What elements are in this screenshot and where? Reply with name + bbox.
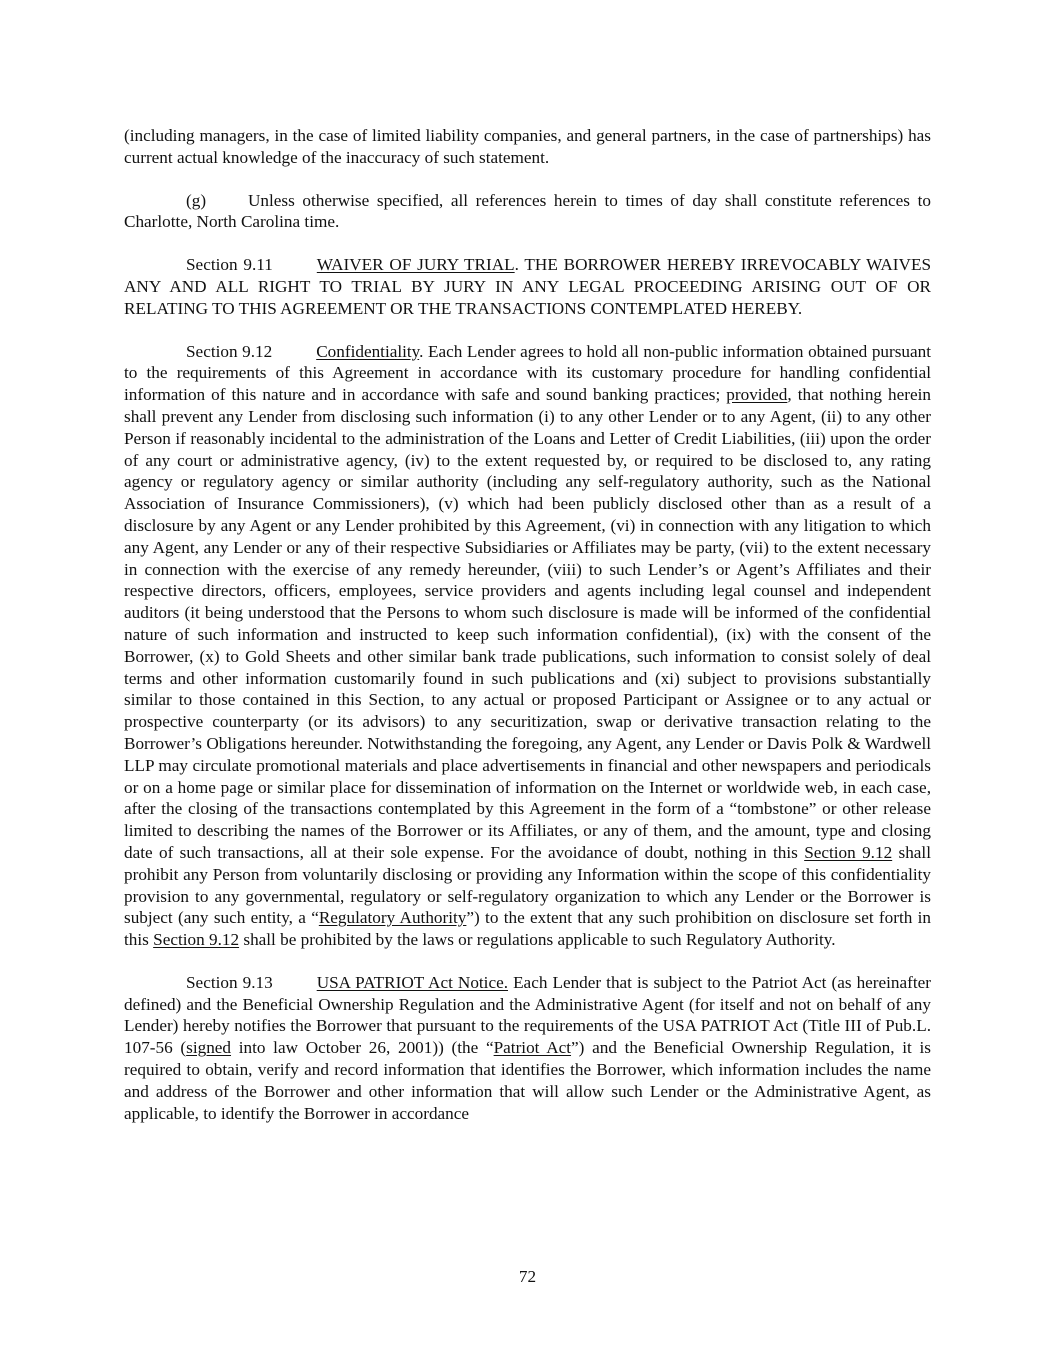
defined-term-provided: provided <box>726 385 788 405</box>
section-label: Section 9.11 <box>186 255 273 275</box>
paragraph-text: (including managers, in the case of limited liability companies, and general partners, in the case of partnerships) has current actual knowledge of the inaccuracy of such statement. <box>124 126 931 167</box>
section-heading: Confidentiality <box>316 341 420 361</box>
section-text: shall prohibit any Person from voluntarily disclosing or providing any Information within the scope of this confidentiality provision to any governmental, regulatory or self-regulatory organization to which any Lender or the Borrower is subject (any such entity, a “ <box>124 842 931 928</box>
section-text: . THE BORROWER HEREBY IRREVOCABLY WAIVES ANY AND ALL RIGHT TO TRIAL BY JURY IN ANY LEGAL PROCEEDING ARISING OUT OF OR RELATING TO THIS AGREEMENT OR THE TRANSACTIONS CONTEMPLATED HEREBY. <box>124 255 932 318</box>
section-heading: USA PATRIOT Act Notice. <box>316 972 509 992</box>
section-label: Section 9.12 <box>186 341 273 361</box>
section-text: . Each Lender agrees to hold all non-public information obtained pursuant to the requirements of this Agreement in accordance with its customary procedure for handling confidential information of this nature and in accordance with safe and sound banking practices; <box>124 341 932 405</box>
section-label: Section 9.13 <box>186 972 273 992</box>
paragraph-text: Unless otherwise specified, all references herein to times of day shall constitute references to Charlotte, North Carolina time. <box>124 190 931 232</box>
section-text: shall be prohibited by the laws or regulations applicable to such Regulatory Authority. <box>239 930 836 950</box>
underlined-word-signed: signed <box>186 1038 232 1058</box>
section-text: ”) to the extent that any such prohibition on disclosure set forth in this <box>124 908 931 950</box>
section-9-12 <box>124 341 931 951</box>
section-text: Each Lender that is subject to the Patriot Act (as hereinafter defined) and the Beneficial Ownership Regulation and the Administrative Agent (for itself and not on behalf of any Lender) hereby notifies the Borrower that pursuant to the requirements of the USA PATRIOT Act (Title III of Pub.L. 107-56 ( <box>124 972 931 1058</box>
section-9-11 <box>124 254 931 319</box>
document-page <box>124 125 931 1145</box>
defined-term-regulatory-authority: Regulatory Authority <box>318 908 467 928</box>
section-heading: WAIVER OF JURY TRIAL <box>316 255 515 275</box>
section-reference: Section 9.12 <box>153 930 240 950</box>
section-9-13 <box>124 972 931 1125</box>
section-text: , that nothing herein shall prevent any Lender from disclosing such information (i) to any other Lender or to any Agent, (ii) to any other Person if reasonably incidental to the administration of the Loans and Letter of Credit Liabilities, (iii) upon the order of any court or administrative agency, (iv) to the extent requested by, or required to be disclosed to, any rating agency or regulatory agency or similar authority (including any self-regulatory authority, such as the National Association of Insurance Commissioners), (v) which had been publicly disclosed other than as a result of a disclosure by any Agent or any Lender prohibited by this Agreement, (vi) in connection with any litigation to which any Agent, any Lender or any of their respective Subsidiaries or Affiliates may be party, (vii) to the extent necessary in connection with the exercise of any remedy hereunder, (viii) to such Lender’s or Agent’s Affiliates and their respective directors, officers, employees, service providers and agents including legal counsel and independent auditors (it being understood that the Persons to whom such disclosure is made will be informed of the confidential nature of such information and instructed to keep such information confidential), (ix) with the consent of the Borrower, (x) to Gold Sheets and other similar bank trade publications, such information to consist solely of deal terms and other information customarily found in such publications and (xi) subject to provisions substantially similar to those contained in this Section, to any actual or proposed Participant or Assignee or to any actual or prospective counterparty (or its advisors) to any securitization, swap or derivative transaction relating to the Borrower’s Obligations hereunder. Notwithstanding the foregoing, any Agent, any Lender or Davis Polk & Wardwell LLP may circulate promotional materials and place advertisements in financial and other newspapers and periodicals or on a home page or similar place for dissemination of information on the Internet or worldwide web, in each case, after the closing of the transactions contemplated by this Agreement in the form of a “tombstone” or other release limited to describing the names of the Borrower or its Affiliates, or any of them, and the amount, type and closing date of such transactions, all at their sole expense. For the avoidance of doubt, nothing in this <box>124 385 931 862</box>
page-number: 72 <box>518 1267 537 1286</box>
paragraph-continuation <box>124 125 931 169</box>
paragraph-g <box>124 190 931 234</box>
defined-term-patriot-act: Patriot Act <box>493 1038 572 1058</box>
clause-marker: (g) <box>186 190 207 210</box>
section-text: into law October 26, 2001)) (the “ <box>231 1038 494 1058</box>
section-text: ”) and the Beneficial Ownership Regulation, it is required to obtain, verify and record information that identifies the Borrower, which information includes the name and address of the Borrower and other information that will allow such Lender or the Administrative Agent, as applicable, to identify the Borrower in accordance <box>124 1038 931 1123</box>
section-reference: Section 9.12 <box>804 842 893 862</box>
